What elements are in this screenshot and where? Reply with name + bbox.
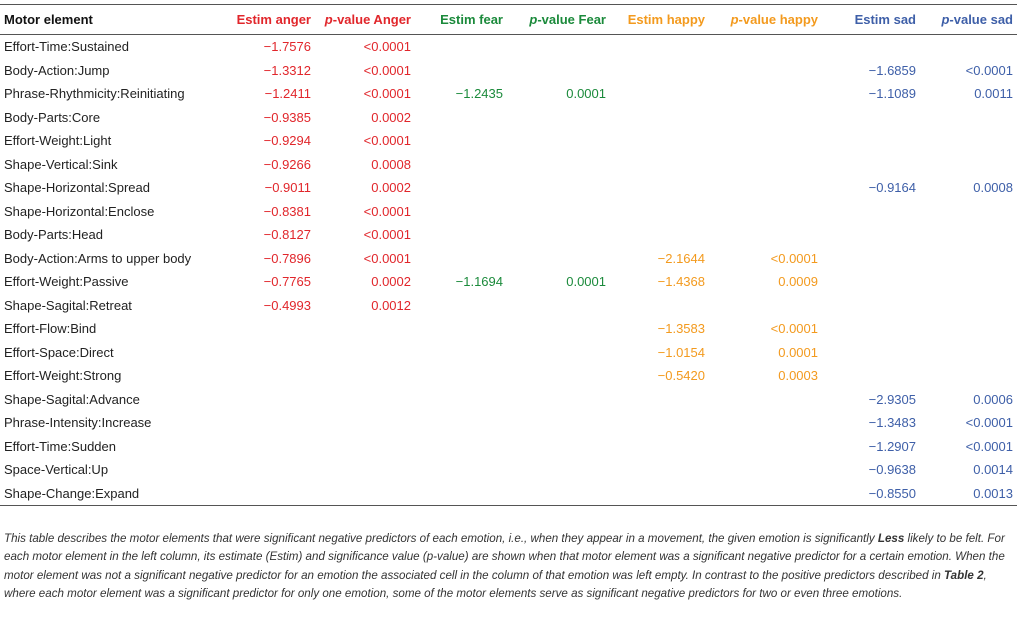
value-cell bbox=[415, 176, 507, 200]
caption-text-3: , where each motor element was a significant predictor for only one emotion, some of the motor elements serve as significant negative predictors for two or even three emotions. bbox=[4, 568, 987, 600]
value-cell: <0.0001 bbox=[363, 86, 411, 102]
motor-element-cell: Effort-Time:Sudden bbox=[4, 438, 116, 454]
caption-text-2: likely to be felt. For each motor element in the left column, its estimate (Estim) and significance value (p-value) are shown when that motor element was a significant negative predictor for a certain emotion. When the motor element was not a significant negative predictor for an emotion the associated cell in the column of that emotion was left empty. In contrast to the positive predictors described in bbox=[4, 532, 1005, 582]
value-cell: −1.2907 bbox=[868, 438, 916, 454]
value-cell bbox=[507, 388, 610, 412]
value-cell bbox=[709, 59, 822, 83]
motor-element-cell: Space-Vertical:Up bbox=[4, 462, 109, 478]
value-cell bbox=[920, 247, 1017, 271]
value-cell: −0.4993 bbox=[263, 297, 311, 313]
value-cell bbox=[507, 59, 610, 83]
motor-element-cell: Shape-Change:Expand bbox=[4, 485, 140, 501]
p-italic: p bbox=[529, 12, 538, 27]
value-cell bbox=[415, 153, 507, 177]
value-cell: <0.0001 bbox=[965, 62, 1013, 78]
column-header-3: Estim fear bbox=[440, 12, 503, 27]
value-cell bbox=[415, 482, 507, 506]
value-cell: 0.0001 bbox=[566, 274, 606, 290]
value-cell: <0.0001 bbox=[770, 321, 818, 337]
value-cell: −0.8127 bbox=[263, 227, 311, 243]
table-row bbox=[0, 223, 1017, 247]
value-cell: −0.9385 bbox=[263, 109, 311, 125]
column-header-6 bbox=[709, 5, 822, 35]
value-cell: 0.0011 bbox=[974, 86, 1013, 102]
value-cell bbox=[507, 364, 610, 388]
value-cell bbox=[920, 106, 1017, 130]
table-row bbox=[0, 176, 1017, 200]
value-cell: −1.2411 bbox=[264, 86, 311, 102]
header-label: -value happy bbox=[738, 12, 818, 27]
value-cell bbox=[315, 317, 415, 341]
value-cell bbox=[610, 35, 709, 59]
motor-element-cell: Body-Parts:Core bbox=[4, 109, 101, 125]
value-cell bbox=[920, 294, 1017, 318]
header-label: -value Fear bbox=[537, 12, 606, 27]
value-cell: 0.0008 bbox=[371, 156, 411, 172]
value-cell bbox=[315, 364, 415, 388]
value-cell: 0.0013 bbox=[973, 485, 1013, 501]
value-cell: 0.0003 bbox=[778, 368, 818, 384]
value-cell: <0.0001 bbox=[965, 415, 1013, 431]
motor-element-cell: Effort-Time:Sustained bbox=[4, 39, 129, 55]
value-cell bbox=[709, 153, 822, 177]
motor-element-cell: Phrase-Rhythmicity:Reinitiating bbox=[4, 86, 185, 102]
value-cell bbox=[610, 59, 709, 83]
value-cell: 0.0002 bbox=[371, 109, 411, 125]
value-cell: −0.8381 bbox=[263, 203, 311, 219]
value-cell: −0.9294 bbox=[263, 133, 311, 149]
table-row bbox=[0, 482, 1017, 506]
header-label: -value Anger bbox=[332, 12, 411, 27]
value-cell bbox=[822, 200, 920, 224]
value-cell bbox=[415, 223, 507, 247]
value-cell: <0.0001 bbox=[363, 250, 411, 266]
caption-bold-less: Less bbox=[877, 532, 905, 545]
caption-table-ref: Table 2 bbox=[944, 568, 984, 582]
value-cell bbox=[415, 106, 507, 130]
value-cell bbox=[415, 247, 507, 271]
value-cell bbox=[610, 82, 709, 106]
table-row bbox=[0, 317, 1017, 341]
value-cell: <0.0001 bbox=[770, 250, 818, 266]
value-cell bbox=[822, 106, 920, 130]
table-header-row bbox=[0, 5, 1017, 35]
value-cell: −0.7896 bbox=[263, 250, 311, 266]
column-header-5: Estim happy bbox=[627, 12, 705, 27]
value-cell bbox=[709, 458, 822, 482]
value-cell bbox=[610, 129, 709, 153]
value-cell: −1.7576 bbox=[263, 39, 311, 55]
value-cell: −1.2435 bbox=[455, 86, 503, 102]
table-row bbox=[0, 200, 1017, 224]
value-cell bbox=[507, 223, 610, 247]
column-header-7: Estim sad bbox=[854, 12, 916, 27]
value-cell bbox=[507, 411, 610, 435]
value-cell bbox=[214, 458, 315, 482]
value-cell bbox=[610, 106, 709, 130]
table-row bbox=[0, 153, 1017, 177]
value-cell: −2.9305 bbox=[868, 391, 916, 407]
table-row bbox=[0, 82, 1017, 106]
value-cell bbox=[315, 341, 415, 365]
motor-element-cell: Shape-Horizontal:Spread bbox=[4, 180, 150, 196]
value-cell: <0.0001 bbox=[363, 39, 411, 55]
value-cell bbox=[920, 35, 1017, 59]
value-cell bbox=[315, 411, 415, 435]
value-cell: −1.4368 bbox=[657, 274, 705, 290]
value-cell bbox=[709, 411, 822, 435]
value-cell bbox=[315, 435, 415, 459]
motor-element-cell: Body-Action:Arms to upper body bbox=[4, 250, 192, 266]
value-cell bbox=[214, 341, 315, 365]
column-header-8 bbox=[920, 5, 1017, 35]
value-cell bbox=[507, 247, 610, 271]
value-cell bbox=[507, 176, 610, 200]
value-cell bbox=[920, 270, 1017, 294]
value-cell bbox=[822, 35, 920, 59]
value-cell: −0.7765 bbox=[263, 274, 311, 290]
value-cell bbox=[610, 294, 709, 318]
value-cell bbox=[920, 129, 1017, 153]
table-row bbox=[0, 129, 1017, 153]
value-cell: 0.0001 bbox=[566, 86, 606, 102]
motor-element-cell: Body-Action:Jump bbox=[4, 62, 110, 78]
value-cell bbox=[507, 129, 610, 153]
p-italic: p bbox=[941, 12, 950, 27]
value-cell: −0.9011 bbox=[264, 180, 311, 196]
header-label: -value sad bbox=[949, 12, 1013, 27]
value-cell bbox=[415, 35, 507, 59]
value-cell bbox=[214, 435, 315, 459]
value-cell bbox=[507, 200, 610, 224]
table-caption bbox=[4, 530, 1012, 603]
value-cell bbox=[610, 482, 709, 506]
value-cell bbox=[920, 341, 1017, 365]
value-cell bbox=[822, 129, 920, 153]
value-cell: 0.0002 bbox=[371, 180, 411, 196]
value-cell bbox=[822, 223, 920, 247]
value-cell bbox=[415, 341, 507, 365]
value-cell: −1.1089 bbox=[868, 86, 916, 102]
value-cell bbox=[610, 388, 709, 412]
value-cell: −0.9638 bbox=[868, 462, 916, 478]
value-cell: 0.0001 bbox=[778, 344, 818, 360]
value-cell bbox=[822, 341, 920, 365]
value-cell: −0.5420 bbox=[657, 368, 705, 384]
value-cell: 0.0014 bbox=[973, 462, 1013, 478]
value-cell: <0.0001 bbox=[363, 203, 411, 219]
value-cell bbox=[709, 435, 822, 459]
table-row bbox=[0, 364, 1017, 388]
value-cell: 0.0002 bbox=[371, 274, 411, 290]
motor-element-cell: Phrase-Intensity:Increase bbox=[4, 415, 152, 431]
motor-element-cell: Shape-Horizontal:Enclose bbox=[4, 203, 155, 219]
value-cell: <0.0001 bbox=[363, 227, 411, 243]
value-cell bbox=[709, 176, 822, 200]
value-cell bbox=[709, 35, 822, 59]
value-cell bbox=[214, 411, 315, 435]
table-row bbox=[0, 294, 1017, 318]
value-cell bbox=[415, 317, 507, 341]
value-cell bbox=[709, 223, 822, 247]
value-cell: −1.3483 bbox=[868, 415, 916, 431]
table-row bbox=[0, 411, 1017, 435]
table-row bbox=[0, 270, 1017, 294]
value-cell bbox=[315, 388, 415, 412]
p-italic: p bbox=[730, 12, 739, 27]
table-body bbox=[0, 35, 1017, 506]
value-cell bbox=[214, 482, 315, 506]
column-header-2 bbox=[315, 5, 415, 35]
table-row bbox=[0, 458, 1017, 482]
value-cell bbox=[415, 411, 507, 435]
value-cell bbox=[709, 388, 822, 412]
value-cell bbox=[507, 294, 610, 318]
value-cell bbox=[415, 364, 507, 388]
value-cell bbox=[507, 482, 610, 506]
value-cell bbox=[507, 35, 610, 59]
value-cell bbox=[920, 153, 1017, 177]
value-cell bbox=[214, 364, 315, 388]
value-cell: 0.0009 bbox=[778, 274, 818, 290]
motor-element-cell: Shape-Sagital:Advance bbox=[4, 391, 140, 407]
value-cell: −1.6859 bbox=[868, 62, 916, 78]
motor-element-cell: Shape-Vertical:Sink bbox=[4, 156, 118, 172]
value-cell: 0.0006 bbox=[973, 391, 1013, 407]
value-cell: −0.9164 bbox=[868, 180, 916, 196]
value-cell bbox=[214, 388, 315, 412]
value-cell bbox=[822, 247, 920, 271]
negative-predictors-table bbox=[0, 4, 1017, 506]
predictors-table-container bbox=[0, 4, 1017, 506]
value-cell bbox=[709, 200, 822, 224]
value-cell bbox=[610, 176, 709, 200]
column-header-0: Motor element bbox=[4, 12, 93, 27]
value-cell bbox=[920, 200, 1017, 224]
value-cell bbox=[214, 317, 315, 341]
table-row bbox=[0, 388, 1017, 412]
value-cell bbox=[822, 317, 920, 341]
value-cell bbox=[822, 294, 920, 318]
value-cell: −1.1694 bbox=[455, 274, 503, 290]
value-cell bbox=[415, 458, 507, 482]
table-row bbox=[0, 106, 1017, 130]
value-cell bbox=[822, 153, 920, 177]
value-cell bbox=[507, 106, 610, 130]
table-row bbox=[0, 59, 1017, 83]
p-italic: p bbox=[324, 12, 333, 27]
motor-element-cell: Shape-Sagital:Retreat bbox=[4, 297, 132, 313]
value-cell bbox=[920, 317, 1017, 341]
value-cell: −0.9266 bbox=[263, 156, 311, 172]
value-cell bbox=[709, 294, 822, 318]
value-cell bbox=[415, 294, 507, 318]
value-cell bbox=[610, 200, 709, 224]
value-cell bbox=[415, 200, 507, 224]
value-cell bbox=[507, 435, 610, 459]
value-cell bbox=[610, 411, 709, 435]
table-row bbox=[0, 247, 1017, 271]
value-cell bbox=[709, 82, 822, 106]
motor-element-cell: Body-Parts:Head bbox=[4, 227, 103, 243]
value-cell bbox=[822, 270, 920, 294]
value-cell bbox=[610, 435, 709, 459]
table-row bbox=[0, 435, 1017, 459]
value-cell bbox=[610, 458, 709, 482]
motor-element-cell: Effort-Space:Direct bbox=[4, 344, 114, 360]
value-cell: <0.0001 bbox=[965, 438, 1013, 454]
motor-element-cell: Effort-Weight:Strong bbox=[4, 368, 122, 384]
value-cell bbox=[822, 364, 920, 388]
value-cell bbox=[709, 129, 822, 153]
value-cell: 0.0012 bbox=[371, 297, 411, 313]
column-header-4 bbox=[507, 5, 610, 35]
caption-text-1: This table describes the motor elements that were significant negative predictors of each emotion, i.e., when they appear in a movement, the given emotion is significantly bbox=[4, 532, 878, 545]
value-cell bbox=[415, 129, 507, 153]
value-cell bbox=[415, 388, 507, 412]
value-cell bbox=[315, 482, 415, 506]
value-cell bbox=[507, 458, 610, 482]
value-cell bbox=[507, 317, 610, 341]
value-cell bbox=[709, 106, 822, 130]
value-cell: −1.3583 bbox=[657, 321, 705, 337]
value-cell bbox=[415, 435, 507, 459]
value-cell bbox=[920, 364, 1017, 388]
motor-element-cell: Effort-Weight:Passive bbox=[4, 274, 129, 290]
value-cell: −0.8550 bbox=[868, 485, 916, 501]
value-cell bbox=[920, 223, 1017, 247]
value-cell bbox=[315, 458, 415, 482]
value-cell bbox=[507, 341, 610, 365]
value-cell bbox=[415, 59, 507, 83]
value-cell: <0.0001 bbox=[363, 133, 411, 149]
motor-element-cell: Effort-Flow:Bind bbox=[4, 321, 97, 337]
column-header-1: Estim anger bbox=[236, 12, 311, 27]
value-cell: <0.0001 bbox=[363, 62, 411, 78]
value-cell bbox=[709, 482, 822, 506]
value-cell: 0.0008 bbox=[973, 180, 1013, 196]
motor-element-cell: Effort-Weight:Light bbox=[4, 133, 112, 149]
value-cell bbox=[610, 223, 709, 247]
value-cell bbox=[610, 153, 709, 177]
value-cell: −1.3312 bbox=[263, 62, 311, 78]
value-cell bbox=[507, 153, 610, 177]
table-row bbox=[0, 35, 1017, 59]
table-row bbox=[0, 341, 1017, 365]
value-cell: −1.0154 bbox=[657, 344, 705, 360]
value-cell: −2.1644 bbox=[657, 250, 705, 266]
